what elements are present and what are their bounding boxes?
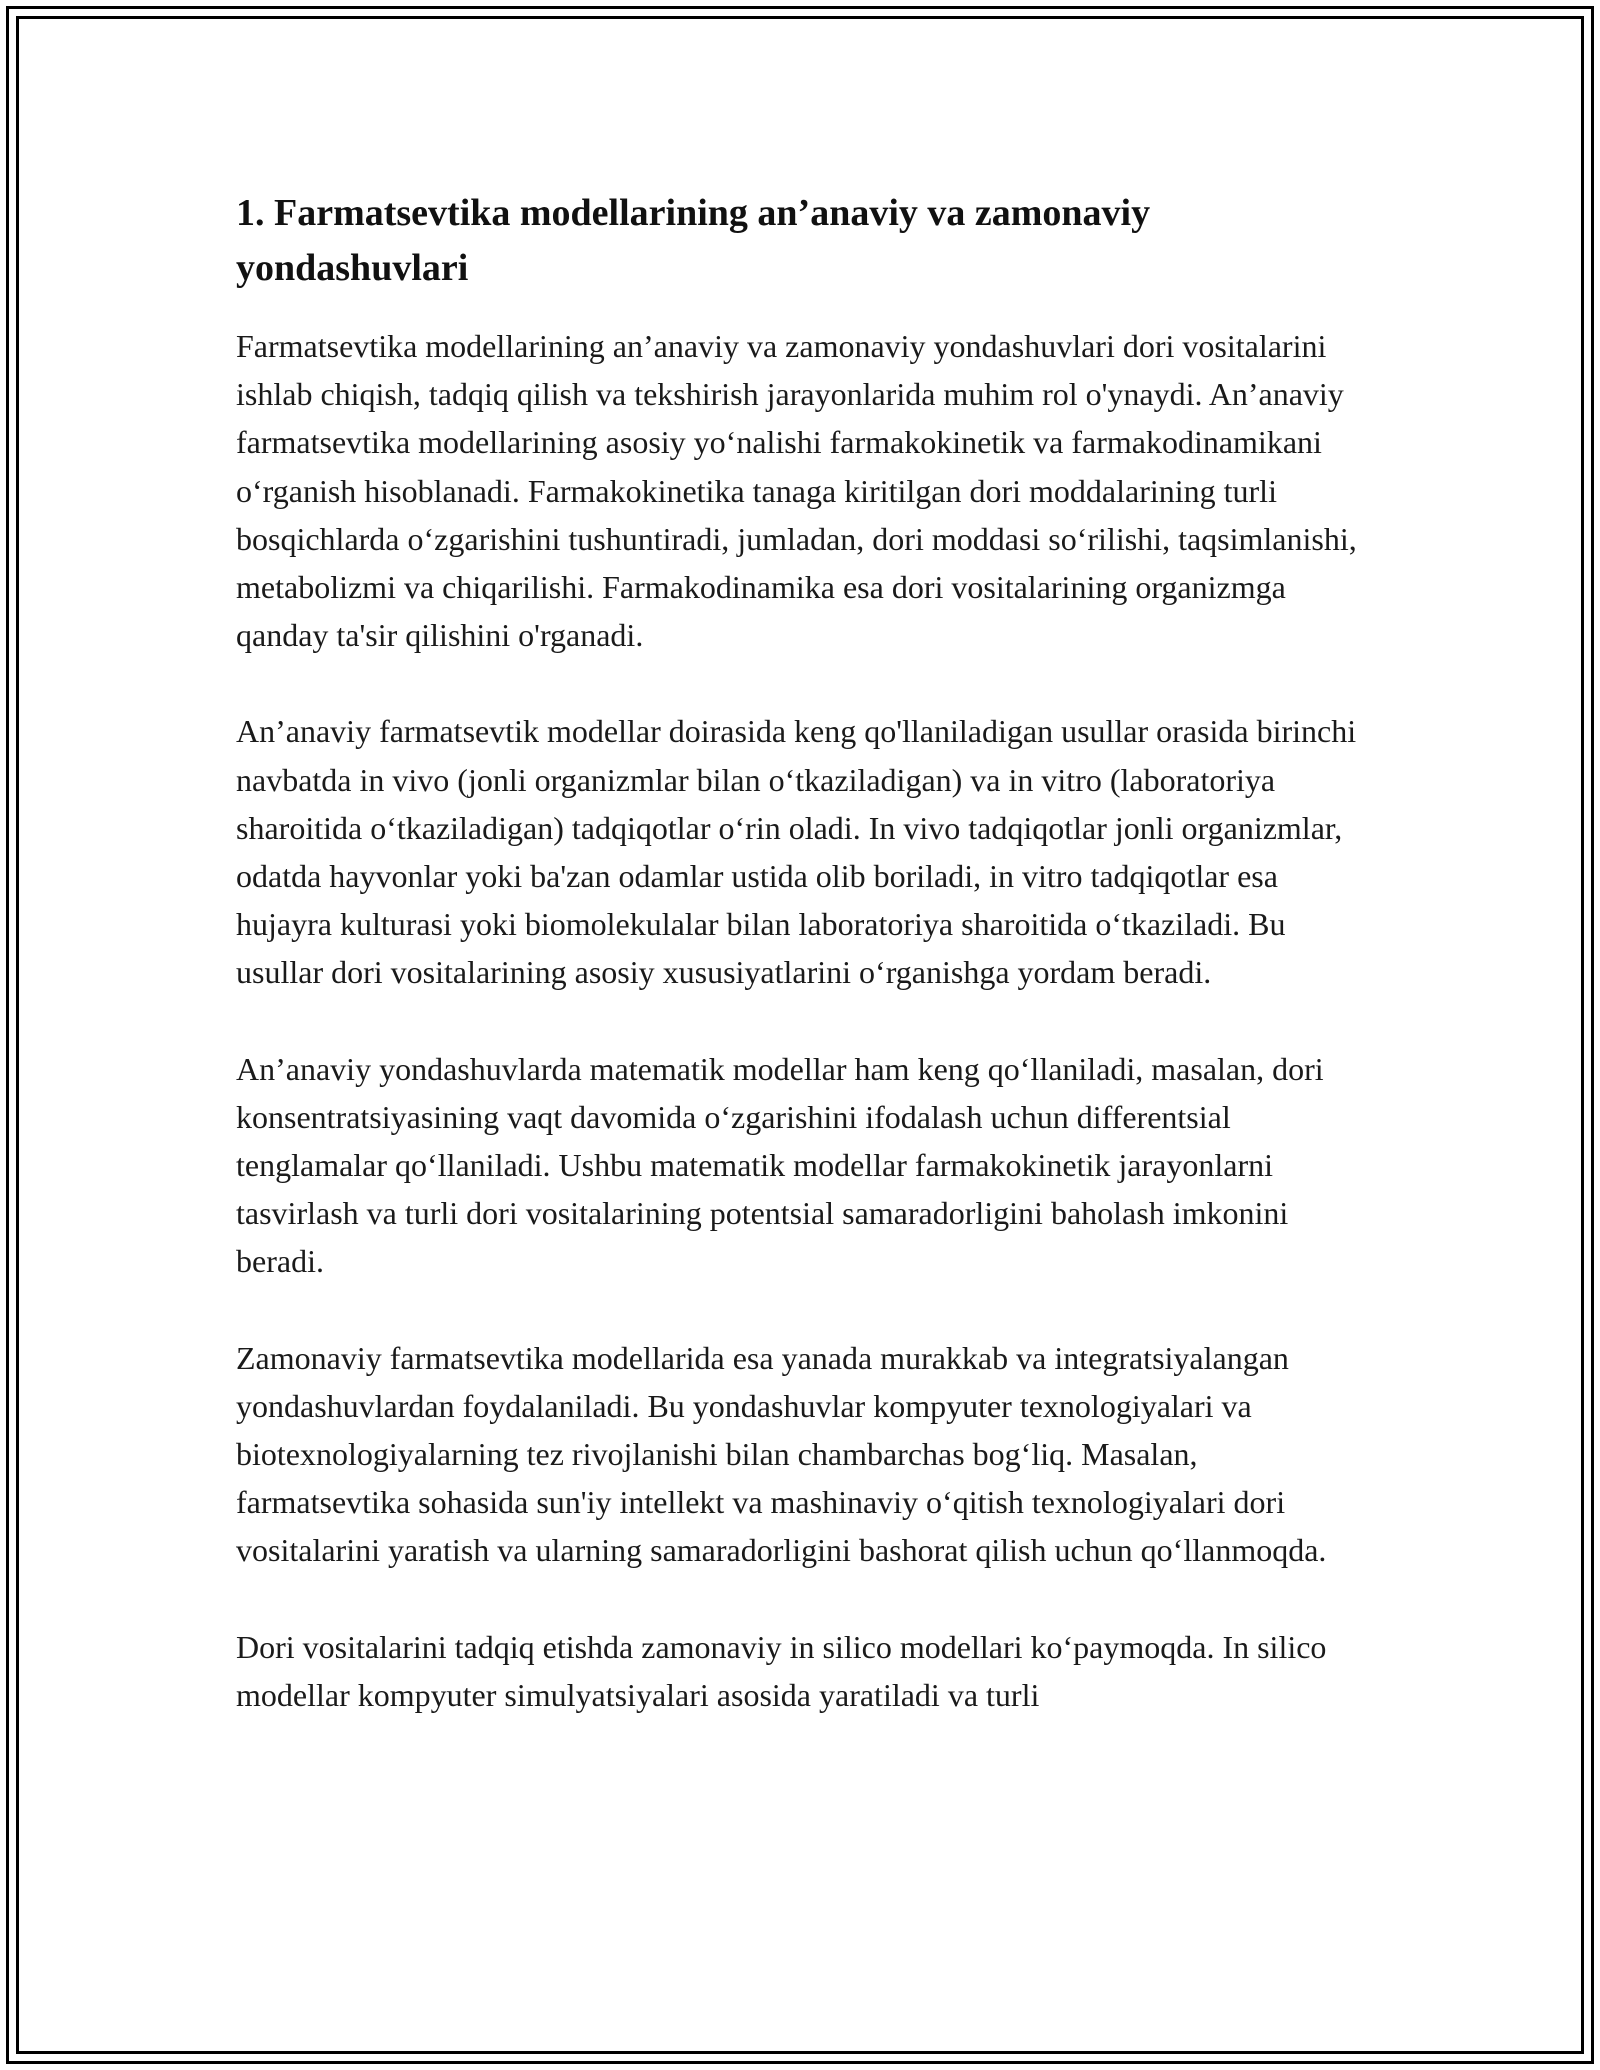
paragraph-3: An’anaviy yondashuvlarda matematik modellar ham keng qo‘llaniladi, masalan, dori konsentratsiyasining vaqt davomida o‘zgarishini ifodalash uchun differentsial tenglamalar qo‘llaniladi. Ushbu matematik modellar farmakokinetik jarayonlarni tasvirlash va turli dori vositalarining potentsial samaradorligini baholash imkonini beradi. [236, 1050, 1324, 1280]
paragraph-4: Zamonaviy farmatsevtika modellarida esa yanada murakkab va integratsiyalangan yondashuvlardan foydalaniladi. Bu yondashuvlar kompyuter texnologiyalari va biotexnologiyalarning tez rivojlanishi bilan chambarchas bog‘liq. Masalan, farmatsevtika sohasida sun'iy intellekt va mashinaviy o‘qitish texnologiyalari dori vositalarini yaratish va ularning samaradorligini bashorat qilish uchun qo‘llanmoqda. [236, 1339, 1327, 1569]
document-body [236, 186, 1366, 1767]
section-heading: 1. Farmatsevtika modellarining an’anaviy va zamonaviy yondashuvlari [236, 192, 1151, 289]
paragraph-2: An’anaviy farmatsevtik modellar doirasida keng qo'llaniladigan usullar orasida birinchi navbatda in vivo (jonli organizmlar bilan o‘tkaziladigan) va in vitro (laboratoriya sharoitida o‘tkaziladigan) tadqiqotlar o‘rin oladi. In vivo tadqiqotlar jonli organizmlar, odatda hayvonlar yoki ba'zan odamlar ustida olib boriladi, in vitro tadqiqotlar esa hujayra kulturasi yoki biomolekulalar bilan laboratoriya sharoitida o‘tkaziladi. Bu usullar dori vositalarining asosiy xususiyatlarini o‘rganishga yordam beradi. [236, 713, 1357, 991]
paragraph-1: Farmatsevtika modellarining an’anaviy va zamonaviy yondashuvlari dori vositalarini ishlab chiqish, tadqiq qilish va tekshirish jarayonlarida muhim rol o'ynaydi. An’anaviy farmatsevtika modellarining asosiy yo‘nalishi farmakokinetik va farmakodinamikani o‘rganish hisoblanadi. Farmakokinetika tanaga kiritilgan dori moddalarining turli bosqichlarda o‘zgarishini tushuntiradi, jumladan, dori moddasi so‘rilishi, taqsimlanishi, metabolizmi va chiqarilishi. Farmakodinamika esa dori vositalarining organizmga qanday ta'sir qilishini o'rganadi. [236, 328, 1357, 654]
paragraph-5: Dori vositalarini tadqiq etishda zamonaviy in silico modellari ko‘paymoqda. In silico modellar kompyuter simulyatsiyalari asosida yaratiladi va turli [236, 1628, 1327, 1713]
